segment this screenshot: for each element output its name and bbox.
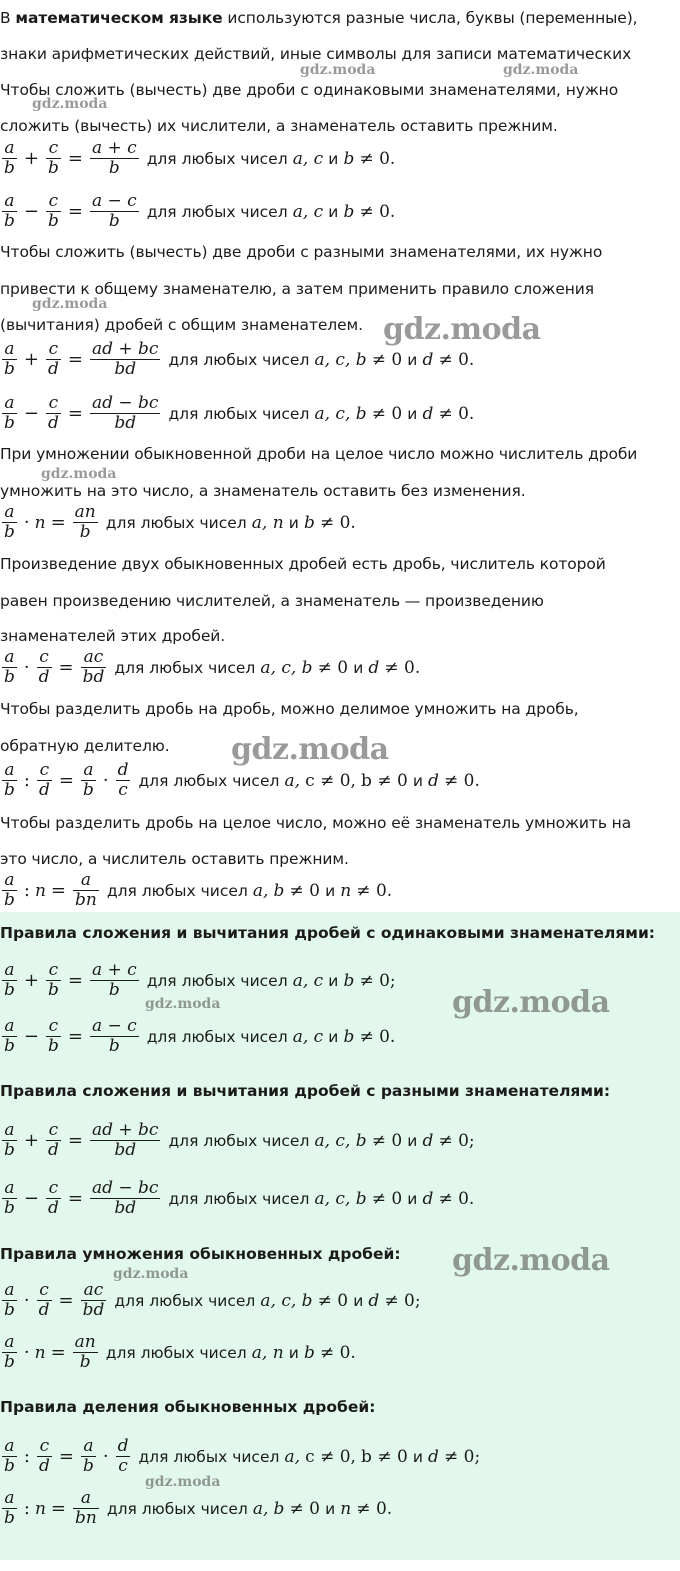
rule-text: умножить на это число, а знаменатель оставить без изменения. bbox=[0, 482, 526, 500]
formula-mul-frac: $\frac{a}{b}$ · $\frac{c}{d}$ = $\frac{ac}{bd}$ для любых чисел a, c, b ≠ 0 и d ≠ 0 . bbox=[0, 648, 420, 687]
formula-div-int: $\frac{a}{b}$ : n = $\frac{a}{bn}$ для любых чисел a, b ≠ 0 и n ≠ 0 . bbox=[0, 871, 392, 910]
fraction: $\frac{a}{b}$ bbox=[82, 760, 94, 800]
fraction: $\frac{ad - bc}{bd}$ bbox=[91, 393, 159, 433]
fraction: $\frac{c}{b}$ bbox=[47, 960, 59, 1000]
intro-line-1: В математическом языке используются разные числа, буквы (переменные), bbox=[0, 9, 638, 27]
fraction: $\frac{d}{c}$ bbox=[117, 1436, 129, 1476]
fraction: $\frac{a}{b}$ bbox=[4, 138, 15, 178]
fraction: $\frac{an}{b}$ bbox=[74, 502, 96, 542]
fraction: $\frac{c}{b}$ bbox=[47, 191, 59, 231]
summary-heading: Правила сложения и вычитания дробей с разными знаменателями: bbox=[0, 1082, 611, 1100]
summary-heading: Правила сложения и вычитания дробей с одинаковыми знаменателями: bbox=[0, 924, 656, 942]
fraction: $\frac{a}{b}$ bbox=[4, 1436, 15, 1476]
fraction: $\frac{a}{b}$ bbox=[4, 760, 15, 800]
fraction: $\frac{a}{b}$ bbox=[4, 1178, 15, 1218]
fraction: $\frac{a}{b}$ bbox=[4, 191, 15, 231]
fraction: $\frac{a}{b}$ bbox=[4, 339, 15, 379]
rule-text: При умножении обыкновенной дроби на целое число можно числитель дроби bbox=[0, 445, 638, 463]
summary-formula-div-frac: $\frac{a}{b}$ : $\frac{c}{d}$ = $\frac{a}{b}$ · $\frac{d}{c}$ для любых чисел a, c ≠ 0, b ≠ 0 и d ≠ 0 ; bbox=[0, 1437, 480, 1476]
fraction: $\frac{a}{bn}$ bbox=[75, 870, 97, 910]
fraction: $\frac{a}{bn}$ bbox=[75, 1488, 97, 1528]
fraction: $\frac{ac}{bd}$ bbox=[82, 647, 105, 687]
fraction: $\frac{a}{b}$ bbox=[4, 502, 15, 542]
fraction: $\frac{a}{b}$ bbox=[4, 1280, 15, 1320]
rule-text: Чтобы сложить (вычесть) две дроби с одинаковыми знаменателями, нужно bbox=[0, 81, 619, 99]
fraction: $\frac{c}{d}$ bbox=[38, 647, 50, 687]
summary-formula-div-int: $\frac{a}{b}$ : n = $\frac{a}{bn}$ для любых чисел a, b ≠ 0 и n ≠ 0 . bbox=[0, 1489, 392, 1528]
watermark: gdz.moda bbox=[231, 732, 389, 767]
summary-heading: Правила деления обыкновенных дробей: bbox=[0, 1398, 376, 1416]
summary-formula-mul-frac: $\frac{a}{b}$ · $\frac{c}{d}$ = $\frac{ac}{bd}$ для любых чисел a, c, b ≠ 0 и d ≠ 0 ; bbox=[0, 1281, 421, 1320]
fraction: $\frac{a}{b}$ bbox=[4, 393, 15, 433]
watermark: gdz.moda bbox=[300, 62, 376, 78]
fraction: $\frac{c}{d}$ bbox=[38, 760, 50, 800]
fraction: $\frac{a}{b}$ bbox=[4, 960, 15, 1000]
rule-text: сложить (вычесть) их числители, а знаменатель оставить прежним. bbox=[0, 117, 558, 135]
rule-text: Чтобы разделить дробь на целое число, можно её знаменатель умножить на bbox=[0, 814, 632, 832]
summary-formula-mul-int: $\frac{a}{b}$ · n = $\frac{an}{b}$ для любых чисел a, n и b ≠ 0 . bbox=[0, 1333, 356, 1372]
rule-text: привести к общему знаменателю, а затем применить правило сложения bbox=[0, 280, 595, 298]
fraction: $\frac{c}{d}$ bbox=[47, 1120, 59, 1160]
rule-text: (вычитания) дробей с общим знаменателем. bbox=[0, 316, 363, 334]
fraction: $\frac{c}{d}$ bbox=[47, 1178, 59, 1218]
fraction: $\frac{c}{b}$ bbox=[47, 138, 59, 178]
fraction: $\frac{a}{b}$ bbox=[4, 647, 15, 687]
fraction: $\frac{c}{d}$ bbox=[38, 1436, 50, 1476]
summary-formula-add-same: $\frac{a}{b}$ + $\frac{c}{b}$ = $\frac{a + c}{b}$ для любых чисел a, c и b ≠ 0 ; bbox=[0, 961, 396, 1000]
watermark: gdz.moda bbox=[145, 996, 221, 1012]
fraction: $\frac{a}{b}$ bbox=[82, 1436, 94, 1476]
fraction: $\frac{ad - bc}{bd}$ bbox=[91, 1178, 159, 1218]
fraction: $\frac{a - c}{b}$ bbox=[91, 1016, 137, 1056]
watermark: gdz.moda bbox=[145, 1474, 221, 1490]
formula-add-diff: $\frac{a}{b}$ + $\frac{c}{d}$ = $\frac{ad + bc}{bd}$ для любых чисел a, c, b ≠ 0 и d ≠ 0 . bbox=[0, 340, 474, 379]
watermark: gdz.moda bbox=[32, 296, 108, 312]
watermark: gdz.moda bbox=[452, 985, 610, 1020]
fraction: $\frac{a}{b}$ bbox=[4, 1332, 15, 1372]
watermark: gdz.moda bbox=[32, 96, 108, 112]
summary-heading: Правила умножения обыкновенных дробей: bbox=[0, 1245, 401, 1263]
fraction: $\frac{c}{d}$ bbox=[47, 393, 59, 433]
rule-text: знаменателей этих дробей. bbox=[0, 627, 226, 645]
formula-sub-same: $\frac{a}{b}$ − $\frac{c}{b}$ = $\frac{a - c}{b}$ для любых чисел a, c и b ≠ 0 . bbox=[0, 192, 395, 231]
fraction: $\frac{a}{b}$ bbox=[4, 870, 15, 910]
rule-text: это число, а числитель оставить прежним. bbox=[0, 850, 349, 868]
watermark: gdz.moda bbox=[41, 466, 117, 482]
rule-text: обратную делителю. bbox=[0, 737, 170, 755]
summary-formula-sub-same: $\frac{a}{b}$ − $\frac{c}{b}$ = $\frac{a - c}{b}$ для любых чисел a, c и b ≠ 0 . bbox=[0, 1017, 395, 1056]
rule-text: Чтобы сложить (вычесть) две дроби с разными знаменателями, их нужно bbox=[0, 243, 603, 261]
summary-formula-add-diff: $\frac{a}{b}$ + $\frac{c}{d}$ = $\frac{ad + bc}{bd}$ для любых чисел a, c, b ≠ 0 и d ≠ 0 ; bbox=[0, 1121, 475, 1160]
rule-text: равен произведению числителей, а знаменатель — произведению bbox=[0, 592, 544, 610]
formula-sub-diff: $\frac{a}{b}$ − $\frac{c}{d}$ = $\frac{ad - bc}{bd}$ для любых чисел a, c, b ≠ 0 и d ≠ 0 . bbox=[0, 394, 474, 433]
fraction: $\frac{c}{d}$ bbox=[38, 1280, 50, 1320]
fraction: $\frac{c}{b}$ bbox=[47, 1016, 59, 1056]
fraction: $\frac{d}{c}$ bbox=[117, 760, 129, 800]
formula-mul-int: $\frac{a}{b}$ · n = $\frac{an}{b}$ для любых чисел a, n и b ≠ 0 . bbox=[0, 503, 356, 542]
summary-formula-sub-diff: $\frac{a}{b}$ − $\frac{c}{d}$ = $\frac{ad - bc}{bd}$ для любых чисел a, c, b ≠ 0 и d ≠ 0 . bbox=[0, 1179, 474, 1218]
rule-text: Чтобы разделить дробь на дробь, можно делимое умножить на дробь, bbox=[0, 700, 579, 718]
watermark: gdz.moda bbox=[383, 312, 541, 347]
fraction: $\frac{a + c}{b}$ bbox=[91, 960, 137, 1000]
formula-div-frac: $\frac{a}{b}$ : $\frac{c}{d}$ = $\frac{a}{b}$ · $\frac{d}{c}$ для любых чисел a, c ≠ 0, b ≠ 0 и d ≠ 0 . bbox=[0, 761, 480, 800]
fraction: $\frac{ad + bc}{bd}$ bbox=[91, 339, 159, 379]
rule-text: Произведение двух обыкновенных дробей есть дробь, числитель которой bbox=[0, 555, 606, 573]
watermark: gdz.moda bbox=[113, 1266, 189, 1282]
fraction: $\frac{a}{b}$ bbox=[4, 1120, 15, 1160]
fraction: $\frac{ac}{bd}$ bbox=[82, 1280, 105, 1320]
fraction: $\frac{ad + bc}{bd}$ bbox=[91, 1120, 159, 1160]
fraction: $\frac{c}{d}$ bbox=[47, 339, 59, 379]
fraction: $\frac{a - c}{b}$ bbox=[91, 191, 137, 231]
intro-line-2: знаки арифметических действий, иные символы для записи математических bbox=[0, 45, 632, 63]
formula-add-same: $\frac{a}{b}$ + $\frac{c}{b}$ = $\frac{a + c}{b}$ для любых чисел a, c и b ≠ 0 . bbox=[0, 139, 395, 178]
fraction: $\frac{a + c}{b}$ bbox=[91, 138, 137, 178]
watermark: gdz.moda bbox=[503, 62, 579, 78]
fraction: $\frac{a}{b}$ bbox=[4, 1016, 15, 1056]
fraction: $\frac{a}{b}$ bbox=[4, 1488, 15, 1528]
fraction: $\frac{an}{b}$ bbox=[74, 1332, 96, 1372]
watermark: gdz.moda bbox=[452, 1243, 610, 1278]
